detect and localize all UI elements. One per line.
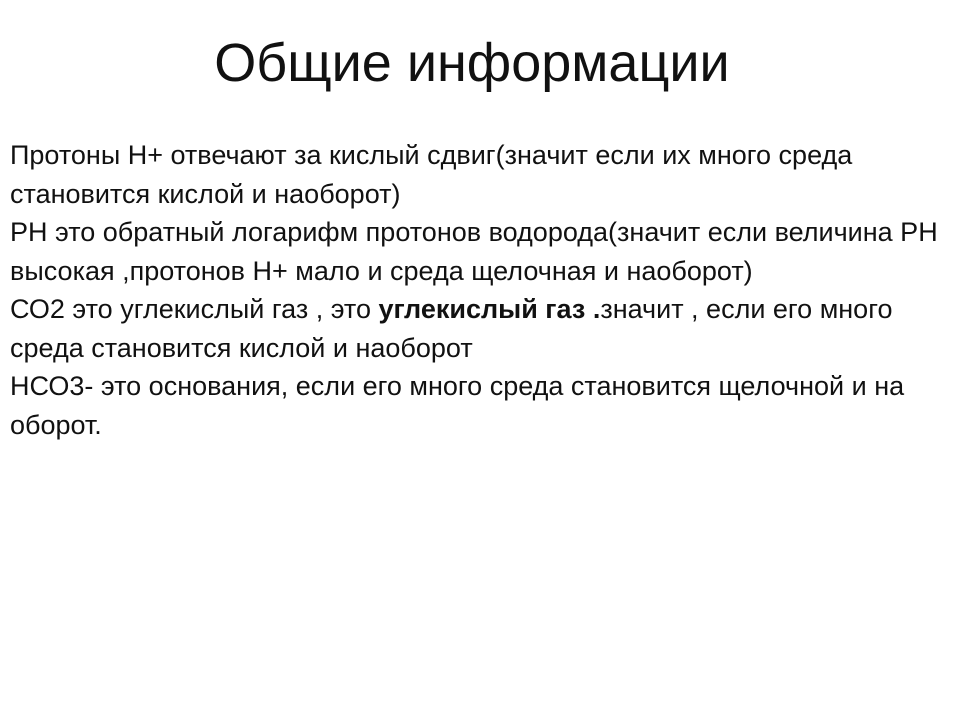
paragraph-co2-after: значит , если его много среда становится кислой и наоборот	[10, 294, 893, 363]
paragraph-protons: Протоны Н+ отвечают за кислый сдвиг(значит если их много среда становится кислой и наоборот)	[10, 140, 853, 209]
slide-body	[10, 136, 945, 444]
paragraph-ph: PH это обратный логарифм протонов водорода(значит если величина PH высокая ,протонов Н+ мало и среда щелочная и наоборот)	[10, 217, 938, 286]
paragraph-hco3: НСО3- это основания, если его много среда становится щелочной и на оборот.	[10, 371, 905, 440]
paragraph-co2-before: СО2 это углекислый газ , это	[10, 294, 379, 324]
slide-title: Общие информации	[214, 33, 730, 93]
paragraph-co2-bold: углекислый газ .	[378, 294, 601, 324]
paragraph-co2	[10, 290, 945, 367]
